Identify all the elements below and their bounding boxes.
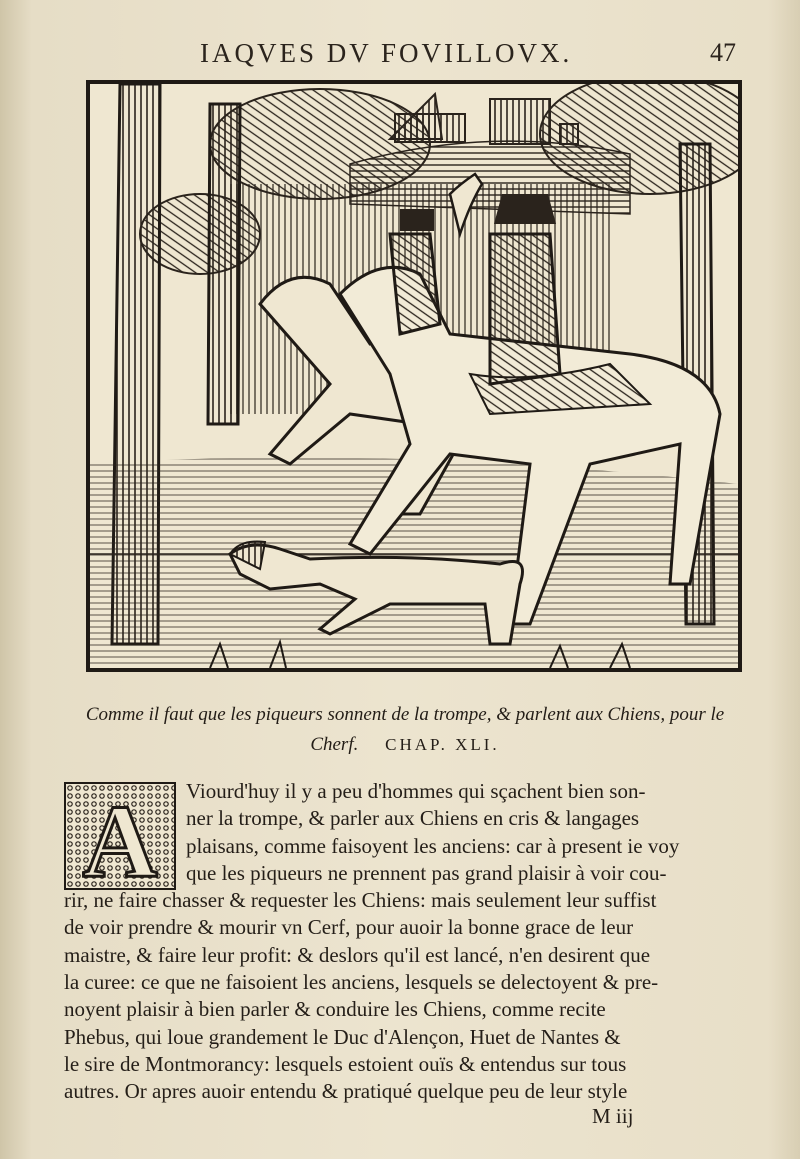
running-head: IAQVES DV FOVILLOVX. <box>200 38 573 68</box>
hunting-scene-woodcut-icon <box>86 80 742 672</box>
text-line: noyent plaisir à bien parler & conduire les Chiens, comme recite <box>64 997 606 1022</box>
text-line: maistre, & faire leur profit: & deslors qu'il est lancé, n'en desirent que <box>64 942 651 967</box>
body-text <box>64 778 754 1106</box>
text-line: plaisans, comme faisoyent les anciens: car à present ie voy <box>186 833 680 858</box>
caption-title: Comme il faut que les piqueurs sonnent de la trompe, & parlent aux Chiens, pour le Cherf. <box>85 704 725 755</box>
chapter-caption <box>60 700 750 760</box>
page-number: 47 <box>710 38 736 67</box>
woodcut-drawing <box>90 84 738 668</box>
text-line: ner la trompe, & parler aux Chiens en cris & langages <box>186 806 640 831</box>
signature-mark: M iij <box>592 1104 634 1128</box>
text-line: autres. Or apres auoir entendu & pratiqué quelque peu de leur style <box>64 1079 628 1104</box>
text-line: rir, ne faire chasser & requester les Chiens: mais seulement leur suffist <box>64 888 657 913</box>
text-line: de voir prendre & mourir vn Cerf, pour auoir la bonne grace de leur <box>64 915 634 940</box>
chapter-number: CHAP. XLI. <box>385 735 500 754</box>
page-header <box>0 36 800 76</box>
drop-cap-letter: A <box>82 784 158 888</box>
text-line: la curee: ce que ne faisoient les anciens, lesquels se delectoyent & pre- <box>64 970 659 995</box>
text-line: que les piqueurs ne prennent pas grand plaisir à voir cou- <box>186 860 667 885</box>
text-line: Viourd'huy il y a peu d'hommes qui sçachent bien son- <box>186 779 646 803</box>
text-line: le sire de Montmorancy: lesquels estoient ouïs & entendus sur tous <box>64 1051 627 1076</box>
text-line: Phebus, qui loue grandement le Duc d'Alençon, Huet de Nantes & <box>64 1024 621 1049</box>
